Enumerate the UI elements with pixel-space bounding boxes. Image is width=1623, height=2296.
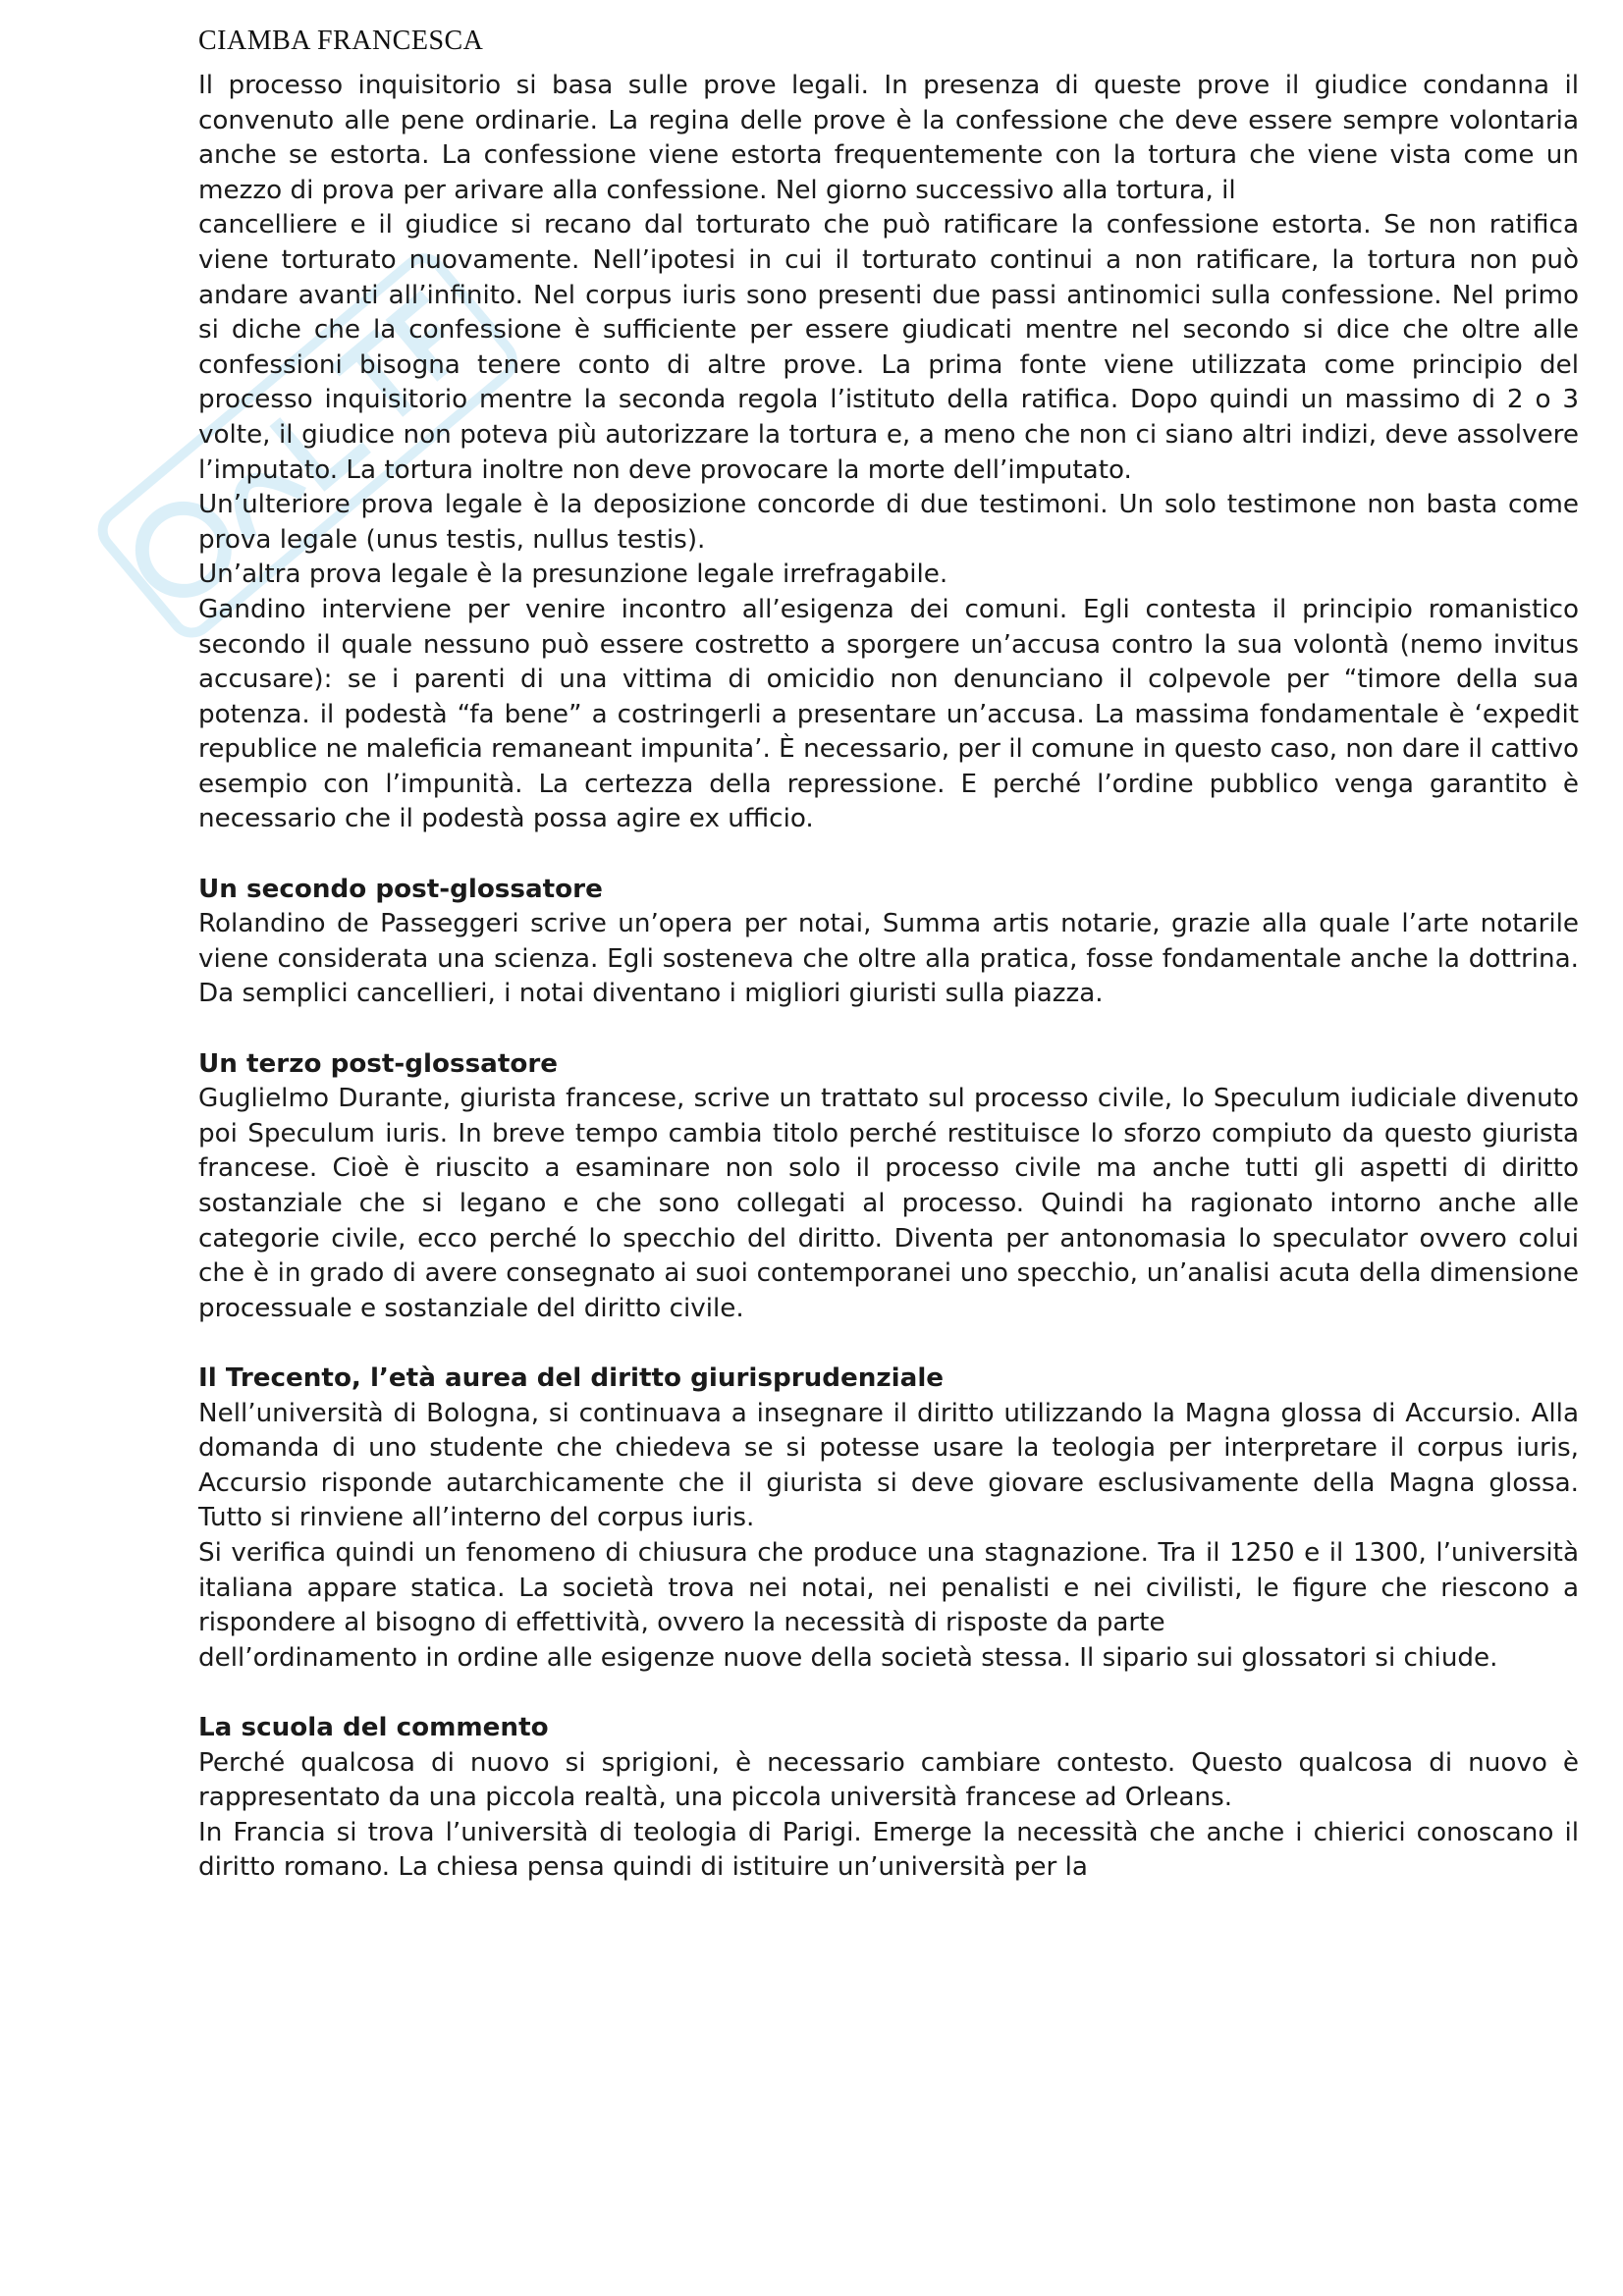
paragraph: Guglielmo Durante, giurista francese, scrive un trattato sul processo civile, lo Speculum iudiciale divenuto poi Speculum iuris. In breve tempo cambia titolo perché restituisce lo sforzo compiuto da questo giurista francese. Cioè è riuscito a esaminare non solo il processo civile ma anche tutti gli aspetti di diritto sostanziale che si legano e che sono collegati al processo. Quindi ha ragionato intorno anche alle categorie civile, ecco perché lo specchio del diritto. Diventa per antonomasia lo speculator ovvero colui che è in grado di avere consegnato ai suoi contemporanei uno specchio, un’analisi acuta della dimensione processuale e sostanziale del diritto civile. bbox=[198, 1084, 1579, 1323]
paragraph: Un’ulteriore prova legale è la deposizione concorde di due testimoni. Un solo testimone non basta come prova legale (unus testis, nullus testis). bbox=[198, 490, 1579, 555]
paragraph: Si verifica quindi un fenomeno di chiusura che produce una stagnazione. Tra il 1250 e il 1300, l’università italiana appare statica. La società trova nei notai, nei penalisti e nei civilisti, le figure che riescono a rispondere al bisogno di effettività, ovvero la necessità di risposte da parte bbox=[198, 1537, 1579, 1638]
document-body bbox=[198, 69, 1579, 1886]
section-heading: Il Trecento, l’età aurea del diritto giurisprudenziale bbox=[198, 1362, 945, 1393]
paragraph: dell’ordinamento in ordine alle esigenze nuove della società stessa. Il sipario sui glossatori si chiude. bbox=[198, 1642, 1498, 1673]
paragraph: Rolandino de Passeggeri scrive un’opera per notai, Summa artis notarie, grazie alla quale l’arte notarile viene considerata una scienza. Egli sosteneva che oltre alla pratica, fosse fondamentale anche la dottrina. Da semplici cancellieri, i notai diventano i migliori giuristi sulla piazza. bbox=[198, 909, 1579, 1009]
paragraph: cancelliere e il giudice si recano dal torturato che può ratificare la confessione estorta. Se non ratifica viene torturato nuovamente. Nell’ipotesi in cui il torturato continui a non ratificare, la tortura non può andare avanti all’infinito. Nel corpus iuris sono presenti due passi antinomici sulla confessione. Nel primo si diche che la confessione è sufficiente per essere giudicati mentre nel secondo si dice che oltre alle confessioni bisogna tenere conto di altre prove. La prima fonte viene utilizzata come principio del processo inquisitorio mentre la seconda regola l’istituto della ratifica. Dopo quindi un massimo di 2 o 3 volte, il giudice non poteva più autorizzare la tortura e, a meno che non ci siano altri indizi, deve assolvere l’imputato. La tortura inoltre non deve provocare la morte dell’imputato. bbox=[198, 210, 1579, 485]
paragraph: Un’altra prova legale è la presunzione legale irrefragabile. bbox=[198, 560, 948, 590]
paragraph: Perché qualcosa di nuovo si sprigioni, è necessario cambiare contesto. Questo qualcosa di nuovo è rappresentato da una piccola realtà, una piccola università francese ad Orleans. bbox=[198, 1747, 1579, 1813]
section-heading: Un terzo post-glossatore bbox=[198, 1048, 559, 1079]
paragraph: Gandino interviene per venire incontro all’esigenza dei comuni. Egli contesta il principio romanistico secondo il quale nessuno può essere costretto a sporgere un’accusa contro la sua volontà (nemo invitus accusare): se i parenti di una vittima di omicidio non denunciano il colpevole per “timore della sua potenza. il podestà “fa bene” a costringerli a presentare un’accusa. La massima fondamentale è ‘expedit republice ne maleficia remaneant impunita’. È necessario, per il comune in questo caso, non dare il cattivo esempio con l’impunità. La certezza della repressione. E perché l’ordine pubblico venga garantito è necessario che il podestà possa agire ex ufficio. bbox=[198, 594, 1579, 834]
section-heading: Un secondo post-glossatore bbox=[198, 874, 603, 904]
document-header: CIAMBA FRANCESCA bbox=[198, 26, 484, 56]
section-heading: La scuola del commento bbox=[198, 1712, 549, 1742]
paragraph: Il processo inquisitorio si basa sulle prove legali. In presenza di queste prove il giudice condanna il convenuto alle pene ordinarie. La regina delle prove è la confessione che deve essere sempre volontaria anche se estorta. La confessione viene estorta frequentemente con la tortura che viene vista come un mezzo di prova per arivare alla confessione. Nel giorno successivo alla tortura, il bbox=[198, 71, 1579, 205]
paragraph: Nell’università di Bologna, si continuava a insegnare il diritto utilizzando la Magna glossa di Accursio. Alla domanda di uno studente che chiedeva se si potesse usare la teologia per interpretare il corpus iuris, Accursio risponde autarchicamente che il giurista si deve giovare esclusivamente della Magna glossa. Tutto si rinviene all’interno del corpus iuris. bbox=[198, 1398, 1579, 1533]
paragraph: In Francia si trova l’università di teologia di Parigi. Emerge la necessità che anche i chierici conoscano il diritto romano. La chiesa pensa quindi di istituire un’università per la bbox=[198, 1817, 1579, 1883]
